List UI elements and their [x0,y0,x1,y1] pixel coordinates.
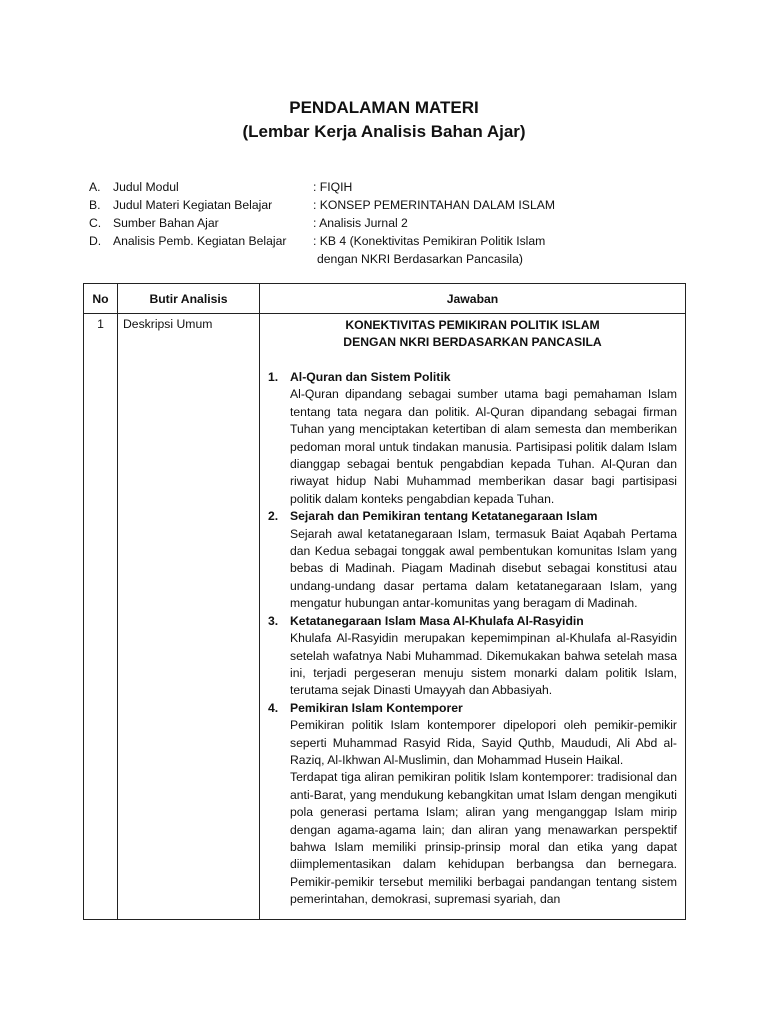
analysis-table [83,283,686,920]
info-label: Judul Materi Kegiatan Belajar [113,198,273,212]
section-heading: Sejarah dan Pemikiran tentang Ketatanegaraan Islam [290,509,598,524]
info-value: : KONSEP PEMERINTAHAN DALAM ISLAM [313,198,555,212]
answer-section [268,369,677,508]
info-letter: B. [89,198,101,212]
row-answer [260,314,686,920]
answer-section [268,700,677,909]
info-value-continuation: dengan NKRI Berdasarkan Pancasila) [317,252,523,266]
section-heading: Pemikiran Islam Kontemporer [290,700,463,715]
module-info-row [89,232,689,250]
row-item: Deskripsi Umum [118,314,260,920]
section-number: 3. [268,613,279,628]
answer-title-line: KONEKTIVITAS PEMIKIRAN POLITIK ISLAM [345,318,600,332]
info-letter: A. [89,180,101,194]
info-label: Sumber Bahan Ajar [113,216,219,230]
section-text: Khulafa Al-Rasyidin merupakan kepemimpinan al-Khulafa al-Rasyidin setelah wafatnya Nabi Muhammad. Dikemukakan bahwa setelah masa ini, terjadi pergeseran menuju sistem monarki dalam politik Islam, terutama sejak Dinasti Umayyah dan Abbasiyah. [290,631,677,698]
section-text: Terdapat tiga aliran pemikiran politik Islam kontemporer: tradisional dan anti-Barat, yang mendukung kebangkitan umat Islam dengan mengikuti pola generasi pertama Islam; aliran yang menganggap Islam mirip dengan agama-agama lain; dan aliran yang menawarkan perspektif bahwa Islam memiliki prinsip-prinsip moral dan etika yang dapat diimplementasikan dalam kehidupan berbangsa dan bernegara. Pemikir-pemikir tersebut memiliki berbagai pandangan tentang sistem pemerintahan, demokrasi, supremasi syariah, dan [290,770,677,907]
answer-section [268,613,677,700]
info-letter: C. [89,216,102,230]
answer-title [268,317,677,351]
header-answer: Jawaban [260,284,686,314]
section-number: 4. [268,700,279,715]
info-value: : KB 4 (Konektivitas Pemikiran Politik Islam [313,234,546,248]
info-label: Judul Modul [113,180,179,194]
section-text: Pemikiran politik Islam kontemporer dipelopori oleh pemikir-pemikir seperti Muhammad Rasyid Rida, Sayid Quthb, Maududi, Ali Abd al-Raziq, Al-Ikhwan Al-Muslimin, dan Mohammad Husein Haikal. [290,718,677,767]
info-label: Analisis Pemb. Kegiatan Belajar [113,234,287,248]
header-item: Butir Analisis [118,284,260,314]
module-info-row [89,196,689,214]
answer-title-line: DENGAN NKRI BERDASARKAN PANCASILA [343,335,602,349]
module-info-row [89,178,689,196]
info-letter: D. [89,234,102,248]
section-number: 1. [268,370,279,384]
module-info-row [89,214,689,232]
section-heading: Ketatanegaraan Islam Masa Al-Khulafa Al-Rasyidin [290,613,584,628]
document-subtitle: (Lembar Kerja Analisis Bahan Ajar) [242,122,526,141]
section-number: 2. [268,509,279,524]
header-no: No [84,284,118,314]
section-text: Al-Quran dipandang sebagai sumber utama bagi pemahaman Islam tentang tata negara dan politik. Al-Quran dipandang sebagai firman Tuhan yang menciptakan ketertiban di alam semesta dan memberikan pedoman moral untuk tindakan manusia. Partisipasi politik dalam Islam dianggap sebagai bentuk pengabdian kepada Tuhan. Al-Quran dan riwayat hidup Nabi Muhammad memberikan dasar bagi partisipasi politik dalam konteks pengabdian kepada Tuhan. [290,387,677,506]
info-value: : Analisis Jurnal 2 [313,216,408,230]
table-row [84,314,686,920]
section-text: Sejarah awal ketatanegaraan Islam, termasuk Baiat Aqabah Pertama dan Kedua sebagai tonggak awal pembentukan komunitas Islam yang bebas di Madinah. Piagam Madinah disebut sebagai konstitusi atau undang-undang dasar pertama dalam ketatanegaraan Islam, yang mengatur hubungan antar-komunitas yang beragam di Madinah. [290,526,677,611]
document-title-block [0,96,768,144]
document-title: PENDALAMAN MATERI [289,98,479,117]
module-info [89,178,689,268]
info-value: : FIQIH [313,180,353,194]
row-number: 1 [84,314,118,920]
answer-section [268,508,677,612]
section-heading: Al-Quran dan Sistem Politik [290,370,451,384]
table-header-row [84,284,686,314]
